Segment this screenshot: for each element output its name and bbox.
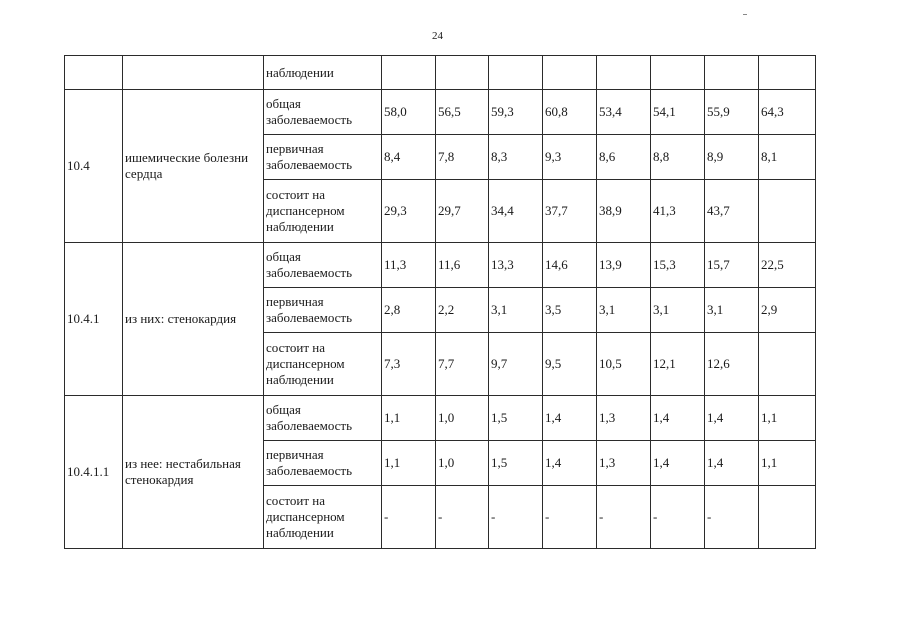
name-cell: из них: стенокардия bbox=[123, 243, 264, 396]
value-cell: 1,5 bbox=[489, 396, 543, 441]
value-cell: 2,2 bbox=[436, 288, 489, 333]
value-cell: - bbox=[382, 486, 436, 549]
value-cell: 14,6 bbox=[543, 243, 597, 288]
value-cell: 1,4 bbox=[705, 396, 759, 441]
value-cell bbox=[651, 56, 705, 90]
statistics-table bbox=[64, 55, 816, 549]
value-cell bbox=[382, 56, 436, 90]
page-number: 24 bbox=[432, 30, 443, 42]
value-cell: 53,4 bbox=[597, 90, 651, 135]
value-cell: - bbox=[489, 486, 543, 549]
name-cell bbox=[123, 56, 264, 90]
value-cell: 3,1 bbox=[705, 288, 759, 333]
value-cell: 8,6 bbox=[597, 135, 651, 180]
value-cell: - bbox=[436, 486, 489, 549]
value-cell: 1,4 bbox=[543, 441, 597, 486]
value-cell: 56,5 bbox=[436, 90, 489, 135]
value-cell: 3,1 bbox=[489, 288, 543, 333]
value-cell: 1,3 bbox=[597, 441, 651, 486]
value-cell: 1,3 bbox=[597, 396, 651, 441]
value-cell: 34,4 bbox=[489, 180, 543, 243]
metric-cell: наблюдении bbox=[264, 56, 382, 90]
value-cell: 43,7 bbox=[705, 180, 759, 243]
value-cell: 54,1 bbox=[651, 90, 705, 135]
value-cell: 37,7 bbox=[543, 180, 597, 243]
value-cell: 29,3 bbox=[382, 180, 436, 243]
value-cell: 2,8 bbox=[382, 288, 436, 333]
value-cell: 11,6 bbox=[436, 243, 489, 288]
name-cell: ишемические болезни сердца bbox=[123, 90, 264, 243]
name-cell: из нее: нестабильная стенокардия bbox=[123, 396, 264, 549]
metric-cell: состоит на диспансерном наблюдении bbox=[264, 486, 382, 549]
value-cell: 8,8 bbox=[651, 135, 705, 180]
code-cell: 10.4.1 bbox=[65, 243, 123, 396]
value-cell: 10,5 bbox=[597, 333, 651, 396]
value-cell: 3,1 bbox=[651, 288, 705, 333]
code-cell bbox=[65, 56, 123, 90]
metric-cell: состоит на диспансерном наблюдении bbox=[264, 333, 382, 396]
value-cell: - bbox=[651, 486, 705, 549]
table-row bbox=[65, 90, 816, 135]
value-cell bbox=[436, 56, 489, 90]
value-cell: 1,1 bbox=[382, 441, 436, 486]
value-cell: 11,3 bbox=[382, 243, 436, 288]
value-cell: 8,4 bbox=[382, 135, 436, 180]
value-cell: 1,5 bbox=[489, 441, 543, 486]
value-cell: 1,1 bbox=[382, 396, 436, 441]
scan-speck bbox=[743, 14, 747, 15]
code-cell: 10.4.1.1 bbox=[65, 396, 123, 549]
value-cell: 59,3 bbox=[489, 90, 543, 135]
value-cell: 15,7 bbox=[705, 243, 759, 288]
metric-cell: первичная заболеваемость bbox=[264, 441, 382, 486]
metric-cell: общая заболеваемость bbox=[264, 243, 382, 288]
value-cell bbox=[759, 333, 816, 396]
value-cell: 64,3 bbox=[759, 90, 816, 135]
value-cell: 8,3 bbox=[489, 135, 543, 180]
table-body bbox=[65, 56, 816, 549]
value-cell: 41,3 bbox=[651, 180, 705, 243]
value-cell: 8,9 bbox=[705, 135, 759, 180]
metric-cell: общая заболеваемость bbox=[264, 90, 382, 135]
value-cell: 55,9 bbox=[705, 90, 759, 135]
value-cell: 22,5 bbox=[759, 243, 816, 288]
value-cell: 2,9 bbox=[759, 288, 816, 333]
value-cell bbox=[759, 56, 816, 90]
value-cell: 1,1 bbox=[759, 441, 816, 486]
value-cell: 8,1 bbox=[759, 135, 816, 180]
value-cell: 1,0 bbox=[436, 441, 489, 486]
value-cell bbox=[489, 56, 543, 90]
metric-cell: первичная заболеваемость bbox=[264, 288, 382, 333]
value-cell bbox=[705, 56, 759, 90]
value-cell: 29,7 bbox=[436, 180, 489, 243]
code-cell: 10.4 bbox=[65, 90, 123, 243]
value-cell: 1,4 bbox=[705, 441, 759, 486]
value-cell: 3,1 bbox=[597, 288, 651, 333]
value-cell: 15,3 bbox=[651, 243, 705, 288]
value-cell: 13,3 bbox=[489, 243, 543, 288]
table-row bbox=[65, 243, 816, 288]
table-row bbox=[65, 396, 816, 441]
value-cell: 7,3 bbox=[382, 333, 436, 396]
value-cell: 7,7 bbox=[436, 333, 489, 396]
value-cell: 12,1 bbox=[651, 333, 705, 396]
value-cell: 12,6 bbox=[705, 333, 759, 396]
value-cell bbox=[759, 180, 816, 243]
value-cell: 1,1 bbox=[759, 396, 816, 441]
value-cell: 7,8 bbox=[436, 135, 489, 180]
value-cell: 9,7 bbox=[489, 333, 543, 396]
value-cell: 1,0 bbox=[436, 396, 489, 441]
metric-cell: общая заболеваемость bbox=[264, 396, 382, 441]
value-cell: 13,9 bbox=[597, 243, 651, 288]
value-cell bbox=[759, 486, 816, 549]
value-cell: 9,5 bbox=[543, 333, 597, 396]
metric-cell: состоит на диспансерном наблюдении bbox=[264, 180, 382, 243]
value-cell: - bbox=[705, 486, 759, 549]
value-cell: 38,9 bbox=[597, 180, 651, 243]
value-cell: 1,4 bbox=[651, 441, 705, 486]
value-cell: - bbox=[543, 486, 597, 549]
table-row bbox=[65, 56, 816, 90]
value-cell: 9,3 bbox=[543, 135, 597, 180]
value-cell: - bbox=[597, 486, 651, 549]
metric-cell: первичная заболеваемость bbox=[264, 135, 382, 180]
value-cell: 3,5 bbox=[543, 288, 597, 333]
value-cell: 1,4 bbox=[651, 396, 705, 441]
value-cell: 60,8 bbox=[543, 90, 597, 135]
value-cell: 1,4 bbox=[543, 396, 597, 441]
value-cell bbox=[543, 56, 597, 90]
value-cell bbox=[597, 56, 651, 90]
value-cell: 58,0 bbox=[382, 90, 436, 135]
